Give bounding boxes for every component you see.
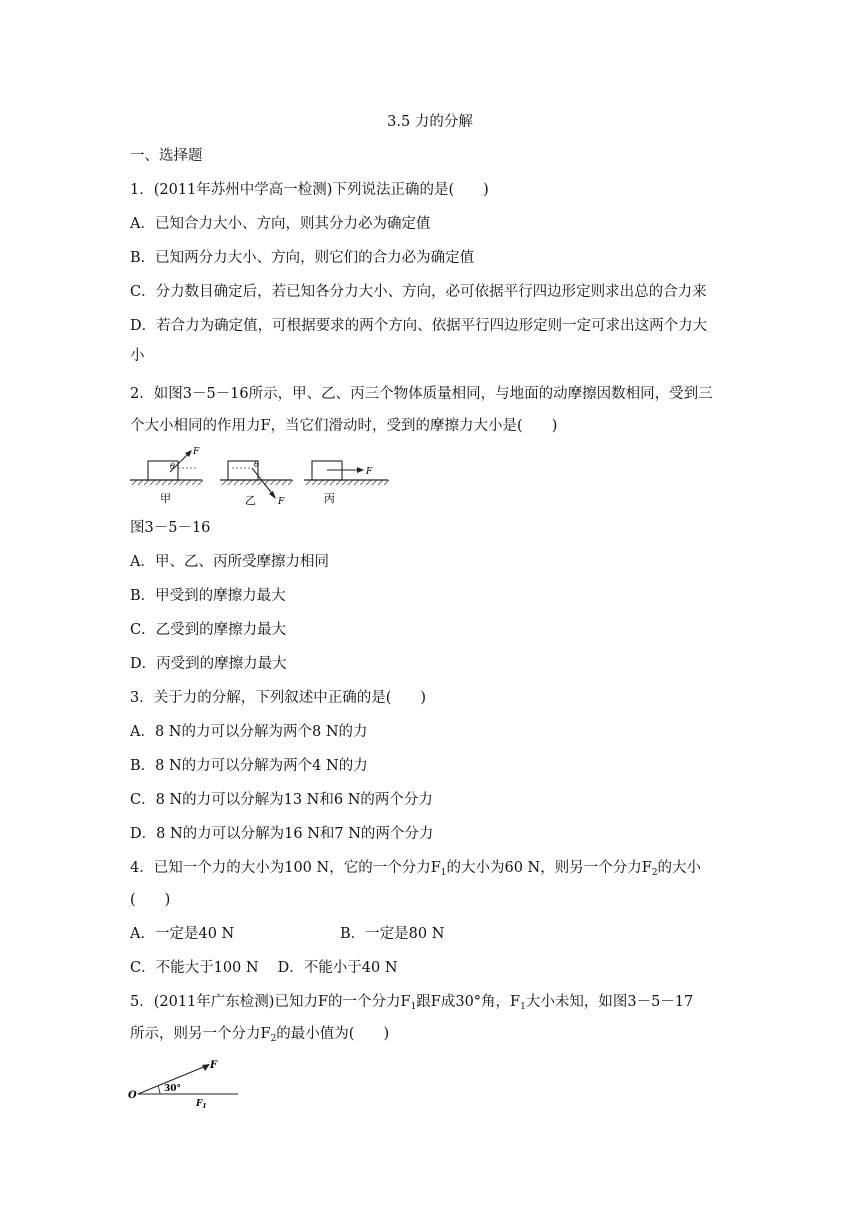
q1-stem: 1．(2011年苏州中学高一检测)下列说法正确的是( ) — [130, 182, 489, 198]
label-yi: 乙 — [245, 494, 256, 507]
q1-option-d: D．若合力为确定值，可根据要求的两个方向、依据平行四边形定则一定可求出这两个力大 — [130, 318, 708, 334]
angle-arc — [158, 1086, 160, 1094]
ground-c — [304, 480, 389, 485]
component-label-f1 — [195, 1099, 207, 1110]
arrowhead-b — [269, 491, 276, 499]
component-label-subscript: 1 — [202, 1103, 207, 1110]
arrowhead-c — [357, 467, 364, 473]
q2-option-a: A．甲、乙、丙所受摩擦力相同 — [130, 554, 329, 570]
ground-a — [130, 480, 203, 485]
page-title: 3.5 力的分解 — [387, 114, 473, 130]
q5-line2-part-b: 的最小值为( ) — [276, 1026, 390, 1042]
q1-option-c: C．分力数目确定后，若已知各分力大小、方向，必可依据平行四边形定则求出总的合力来 — [130, 284, 707, 300]
q2-stem-line2: 个大小相同的作用力F，当它们滑动时，受到的摩擦力大小是( ) — [130, 418, 558, 434]
q3-stem: 3．关于力的分解，下列叙述中正确的是( ) — [130, 690, 427, 706]
q3-option-d: D．8 N的力可以分解为16 N和7 N的两个分力 — [130, 826, 434, 842]
q5-subscript-1: 1 — [410, 1002, 417, 1012]
q4-subscript-2: 2 — [651, 868, 658, 878]
q2-stem-line1: 2．如图3－5－16所示，甲、乙、丙三个物体质量相同，与地面的动摩擦因数相同，受到三 — [130, 386, 713, 402]
q5-stem-part-b: 跟F成30°角，F — [416, 994, 521, 1010]
q5-stem-part-a: 5．(2011年广东检测)已知力F的一个分力F — [130, 994, 411, 1010]
q5-stem-line2 — [130, 1024, 389, 1049]
q3-option-c: C．8 N的力可以分解为13 N和6 N的两个分力 — [130, 792, 433, 808]
q2-option-b: B．甲受到的摩擦力最大 — [130, 588, 286, 604]
q4-subscript-1: 1 — [440, 868, 447, 878]
q4-stem-part-b: 的大小为60 N，则另一个分力F — [446, 860, 652, 876]
q4-stem-part-a: 4．已知一个力的大小为100 N，它的一个分力F — [130, 860, 441, 876]
figure-3-5-17 — [126, 1054, 246, 1110]
q4-stem-line1 — [130, 858, 701, 883]
component-label-letter: F — [196, 1099, 203, 1109]
q2-option-c: C．乙受到的摩擦力最大 — [130, 622, 287, 638]
q1-option-b: B．已知两分力大小、方向，则它们的合力必为确定值 — [130, 250, 475, 266]
q3-option-b: B．8 N的力可以分解为两个4 N的力 — [130, 758, 368, 774]
section-heading: 一、选择题 — [130, 148, 203, 164]
label-jia: 甲 — [160, 492, 171, 505]
q4-stem-line2: ( ) — [130, 892, 171, 908]
q5-line2-subscript: 2 — [270, 1034, 277, 1044]
q5-subscript-2: 1 — [520, 1002, 526, 1012]
q2-figure-caption: 图3－5－16 — [130, 520, 211, 536]
q4-option-a: A．一定是40 N — [130, 926, 235, 942]
label-bing: 丙 — [324, 492, 335, 505]
q3-option-a: A．8 N的力可以分解为两个8 N的力 — [130, 724, 368, 740]
q4-stem-part-c: 的大小 — [657, 860, 702, 876]
force-label-f: F — [210, 1060, 218, 1071]
q4-option-b: B．一定是80 N — [340, 926, 445, 942]
q4-options-c-d: C．不能大于100 N D．不能小于40 N — [130, 960, 398, 976]
angle-label-b: θ — [254, 460, 259, 469]
q5-stem-part-c: 大小未知，如图3－5－17 — [525, 994, 694, 1010]
force-label-a: F — [193, 447, 200, 457]
angle-label: 30° — [164, 1084, 182, 1094]
q1-option-d-continued: 小 — [130, 348, 145, 364]
q2-option-d: D．丙受到的摩擦力最大 — [130, 656, 287, 672]
ground-b — [220, 480, 293, 485]
q5-line2-part-a: 所示，则另一个分力F — [130, 1026, 271, 1042]
q1-option-a: A．已知合力大小、方向，则其分力必为确定值 — [130, 216, 431, 232]
figure-3-5-16 — [128, 444, 398, 508]
force-label-b: F — [278, 497, 285, 507]
origin-label: O — [128, 1090, 137, 1101]
force-label-c: F — [366, 467, 373, 477]
angle-label-a: θ — [170, 462, 175, 471]
q5-stem-line1 — [130, 992, 693, 1017]
